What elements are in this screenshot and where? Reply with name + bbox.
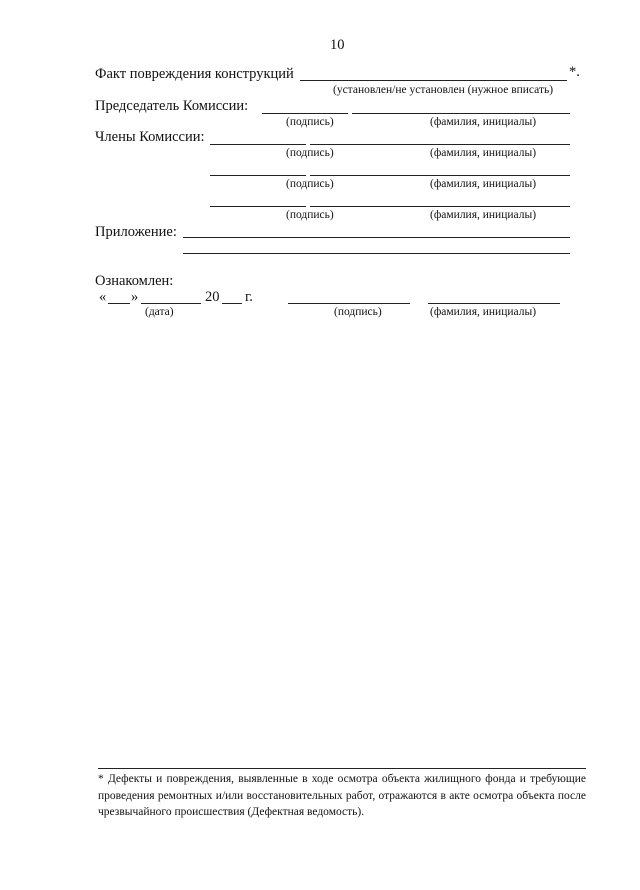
fact-label: Факт повреждения конструкций (95, 66, 294, 82)
date-open-quote: « (99, 289, 107, 305)
date-month-line[interactable] (141, 303, 201, 304)
member-2-sign-line[interactable] (210, 175, 306, 176)
acquainted-sign-line[interactable] (288, 303, 410, 304)
member-3-name-line[interactable] (310, 206, 570, 207)
chairman-name-caption: (фамилия, инициалы) (430, 116, 537, 128)
chairman-name-line[interactable] (352, 113, 570, 114)
acquainted-sign-caption: (подпись) (334, 306, 382, 318)
footnote-text: * Дефекты и повреждения, выявленные в ходе осмотра объекта жилищного фонда и требующие проведения ремонтных и/или восстановительных работ, отражаются в акте осмотра объекта после чрезвычайного происшествия (Дефектная ведомость). (98, 773, 586, 818)
attachment-line-2[interactable] (183, 253, 570, 254)
date-year-line[interactable] (222, 303, 242, 304)
acquainted-name-caption: (фамилия, инициалы) (430, 306, 537, 318)
fact-end-mark: *. (569, 64, 580, 80)
chairman-sign-line[interactable] (262, 113, 348, 114)
members-label: Члены Комиссии: (95, 129, 205, 145)
member-1-name-caption: (фамилия, инициалы) (430, 147, 537, 159)
page-number: 10 (330, 37, 345, 53)
footnote-rule (98, 768, 586, 769)
date-year-suffix: г. (245, 289, 253, 305)
attachment-line-1[interactable] (183, 237, 570, 238)
fact-caption: (установлен/не установлен (нужное вписать) (333, 84, 554, 96)
chairman-label: Председатель Комиссии: (95, 98, 249, 114)
member-3-name-caption: (фамилия, инициалы) (430, 209, 537, 221)
acquainted-label: Ознакомлен: (95, 273, 174, 289)
date-caption: (дата) (145, 306, 174, 318)
fact-field-line[interactable] (300, 80, 567, 81)
attachment-label: Приложение: (95, 224, 177, 240)
date-day-line[interactable] (108, 303, 130, 304)
member-1-name-line[interactable] (310, 144, 570, 145)
member-1-sign-caption: (подпись) (286, 147, 334, 159)
member-1-sign-line[interactable] (210, 144, 306, 145)
date-year-prefix: 20 (205, 289, 220, 305)
member-3-sign-caption: (подпись) (286, 209, 334, 221)
member-2-name-caption: (фамилия, инициалы) (430, 178, 537, 190)
member-2-sign-caption: (подпись) (286, 178, 334, 190)
date-close-quote: » (131, 289, 139, 305)
acquainted-name-line[interactable] (428, 303, 560, 304)
member-2-name-line[interactable] (310, 175, 570, 176)
member-3-sign-line[interactable] (210, 206, 306, 207)
chairman-sign-caption: (подпись) (286, 116, 334, 128)
